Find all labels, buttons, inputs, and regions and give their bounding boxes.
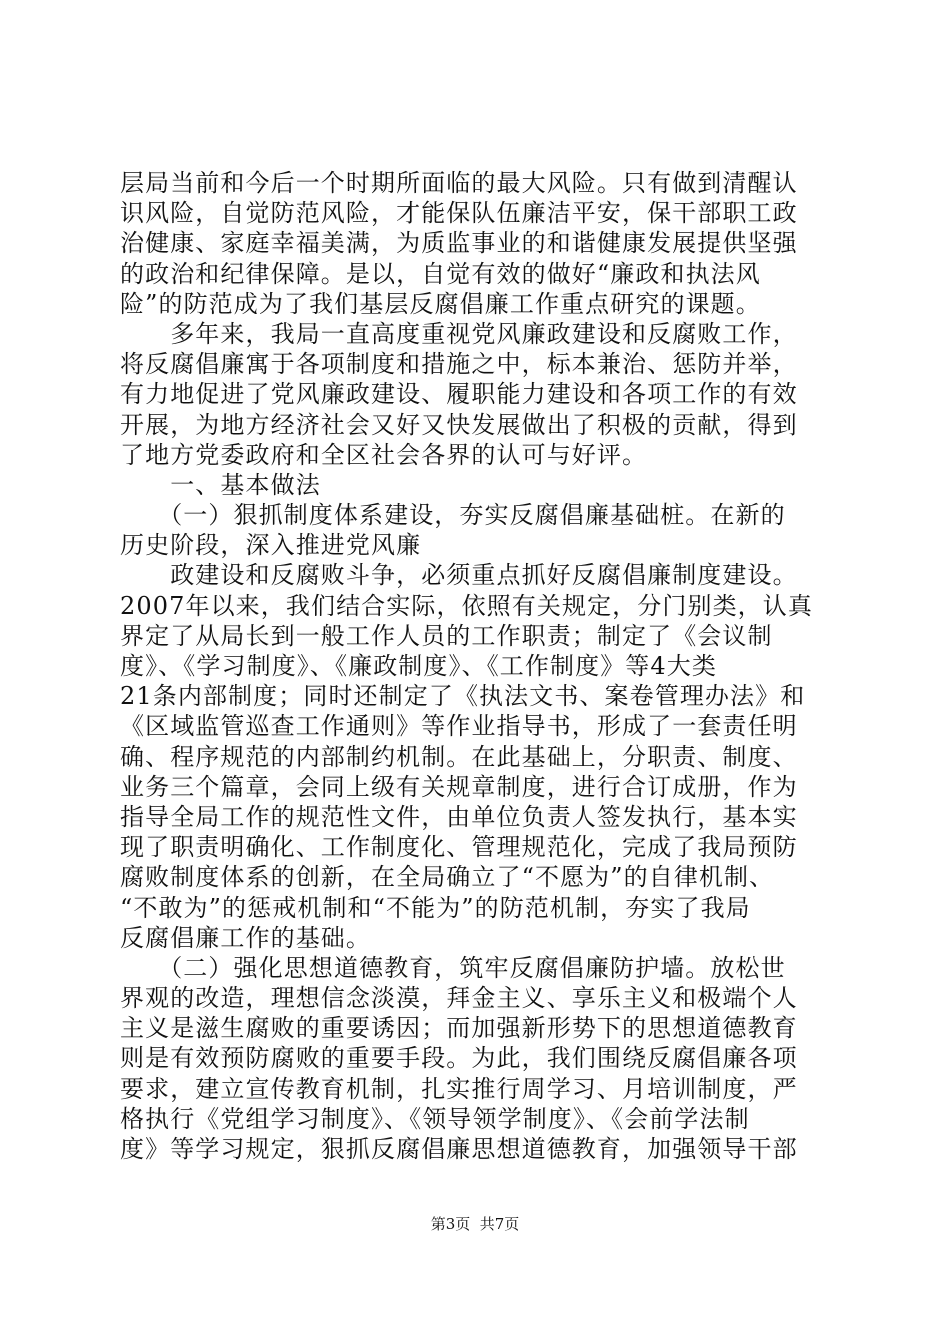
text-line: 多年来，我局一直高度重视党风廉政建设和反腐败工作，	[120, 319, 798, 348]
text-line: 的政治和纪律保障。是以，自觉有效的做好“廉政和执法风	[120, 259, 761, 288]
text-line: 主义是滋生腐败的重要诱因；而加强新形势下的思想道德教育	[120, 1014, 798, 1043]
text-line: 腐败制度体系的创新，在全局确立了“不愿为”的自律机制、	[120, 863, 775, 892]
text-line: 现了职责明确化、工作制度化、管理规范化，完成了我局预防	[120, 833, 798, 862]
text-line: 2007年以来，我们结合实际，依照有关规定，分门别类，认真	[120, 591, 813, 620]
text-line: 界观的改造，理想信念淡漠，拜金主义、享乐主义和极端个人	[120, 984, 798, 1013]
text-line: 险”的防范成为了我们基层反腐倡廉工作重点研究的课题。	[120, 289, 761, 318]
text-line: （一）狠抓制度体系建设，夯实反腐倡廉基础桩。在新的	[120, 501, 786, 530]
text-line: 则是有效预防腐败的重要手段。为此，我们围绕反腐倡廉各项	[120, 1044, 798, 1073]
text-line: 指导全局工作的规范性文件，由单位负责人签发执行，基本实	[120, 802, 798, 831]
text-line: （二）强化思想道德教育，筑牢反腐倡廉防护墙。放松世	[120, 953, 786, 982]
text-line: 识风险，自觉防范风险，才能保队伍廉洁平安，保干部职工政	[120, 199, 798, 228]
text-line: 《区域监管巡查工作通则》等作业指导书，形成了一套责任明	[120, 712, 798, 741]
text-line: 层局当前和今后一个时期所面临的最大风险。只有做到清醒认	[120, 169, 798, 197]
page-number: 第3页 共7页	[430, 1215, 520, 1233]
text-line: 一、基本做法	[120, 470, 321, 499]
text-line: 业务三个篇章，会同上级有关规章制度，进行合订成册，作为	[120, 772, 798, 801]
text-line: 界定了从局长到一般工作人员的工作职责；制定了《会议制	[120, 621, 773, 650]
text-line: 将反腐倡廉寓于各项制度和措施之中，标本兼治、惩防并举，	[120, 350, 798, 379]
text-line: 历史阶段，深入推进党风廉	[120, 531, 422, 560]
text-line: “不敢为”的惩戒机制和“不能为”的防范机制，夯实了我局	[120, 893, 751, 922]
text-line: 21条内部制度；同时还制定了《执法文书、案卷管理办法》和	[120, 682, 806, 711]
text-line: 格执行《党组学习制度》、《领导领学制度》、《会前学法制	[120, 1104, 750, 1133]
text-line: 确、程序规范的内部制约机制。在此基础上，分职责、制度、	[120, 742, 798, 771]
text-line: 治健康、家庭幸福美满，为质监事业的和谐健康发展提供坚强	[120, 229, 798, 258]
text-line: 度》、《学习制度》、《廉政制度》、《工作制度》等4大类	[120, 652, 717, 680]
text-line: 政建设和反腐败斗争，必须重点抓好反腐倡廉制度建设。	[120, 561, 798, 590]
text-line: 了地方党委政府和全区社会各界的认可与好评。	[120, 440, 648, 469]
text-line: 开展，为地方经济社会又好又快发展做出了积极的贡献，得到	[120, 410, 798, 439]
text-line: 反腐倡廉工作的基础。	[120, 923, 371, 952]
page-footer	[0, 1213, 950, 1234]
text-line: 有力地促进了党风廉政建设、履职能力建设和各项工作的有效	[120, 380, 798, 409]
body-text	[120, 168, 840, 1164]
text-line: 要求，建立宣传教育机制，扎实推行周学习、月培训制度，严	[120, 1074, 798, 1103]
text-line: 度》等学习规定，狠抓反腐倡廉思想道德教育，加强领导干部	[120, 1135, 798, 1163]
